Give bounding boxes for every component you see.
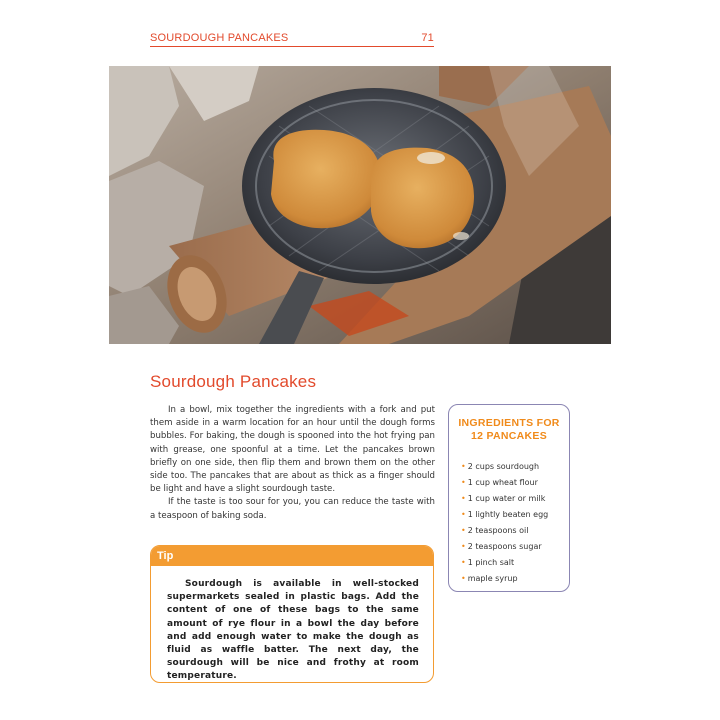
ingredient-item: • 2 cups sourdough: [461, 462, 540, 471]
ingredient-item: • 1 pinch salt: [461, 558, 515, 567]
running-head-title: SOURDOUGH PANCAKES: [150, 32, 289, 44]
ingredients-list: [449, 459, 569, 587]
bullet-icon: •: [461, 510, 466, 519]
bullet-icon: •: [461, 462, 466, 471]
ingredient-item: • 2 teaspoons sugar: [461, 542, 542, 551]
tip-label: Tip: [151, 546, 433, 566]
ingredients-box: [448, 404, 570, 592]
ingredient-item: • maple syrup: [461, 574, 518, 583]
ingredient-item: • 2 teaspoons oil: [461, 526, 529, 535]
ingredient-item: • 1 lightly beaten egg: [461, 510, 549, 519]
ingredient-item: • 1 cup water or milk: [461, 494, 546, 503]
recipe-title: Sourdough Pancakes: [150, 372, 317, 391]
tip-text: Sourdough is available in well-stocked supermarkets sealed in plastic bags. Add the content of one of these bags to the same amount of rye flour in a bowl the day before and add enough water to make the dough as fluid as waffle batter. The next day, the sourdough will be nice and frothy at room temperature.: [167, 579, 419, 682]
body-paragraph-2: If the taste is too sour for you, you can reduce the taste with a teaspoon of baking soda.: [150, 497, 435, 521]
running-head: [150, 30, 434, 47]
bullet-icon: •: [461, 574, 466, 583]
bullet-icon: •: [461, 558, 466, 567]
pancakes-in-pan-photo: [109, 66, 611, 344]
ingredient-item: • 1 cup wheat flour: [461, 478, 538, 487]
tip-box: [150, 545, 434, 683]
bullet-icon: •: [461, 542, 466, 551]
ingredients-title: INGREDIENTS FOR 12 PANCAKES: [458, 417, 560, 442]
recipe-body: [150, 404, 435, 523]
bullet-icon: •: [461, 494, 466, 503]
bullet-icon: •: [461, 478, 466, 487]
bullet-icon: •: [461, 526, 466, 535]
page-number: 71: [421, 32, 434, 44]
body-paragraph-1: In a bowl, mix together the ingredients with a fork and put them aside in a warm location for an hour until the dough forms bubbles. For baking, the dough is spooned into the hot frying pan with grease, one spoonful at a time. Let the pancakes brown briefly on one side, then flip them and brown them on the other side too. The pancakes that are about as thick as a finger should be light and have a slight sourdough taste.: [150, 405, 435, 495]
